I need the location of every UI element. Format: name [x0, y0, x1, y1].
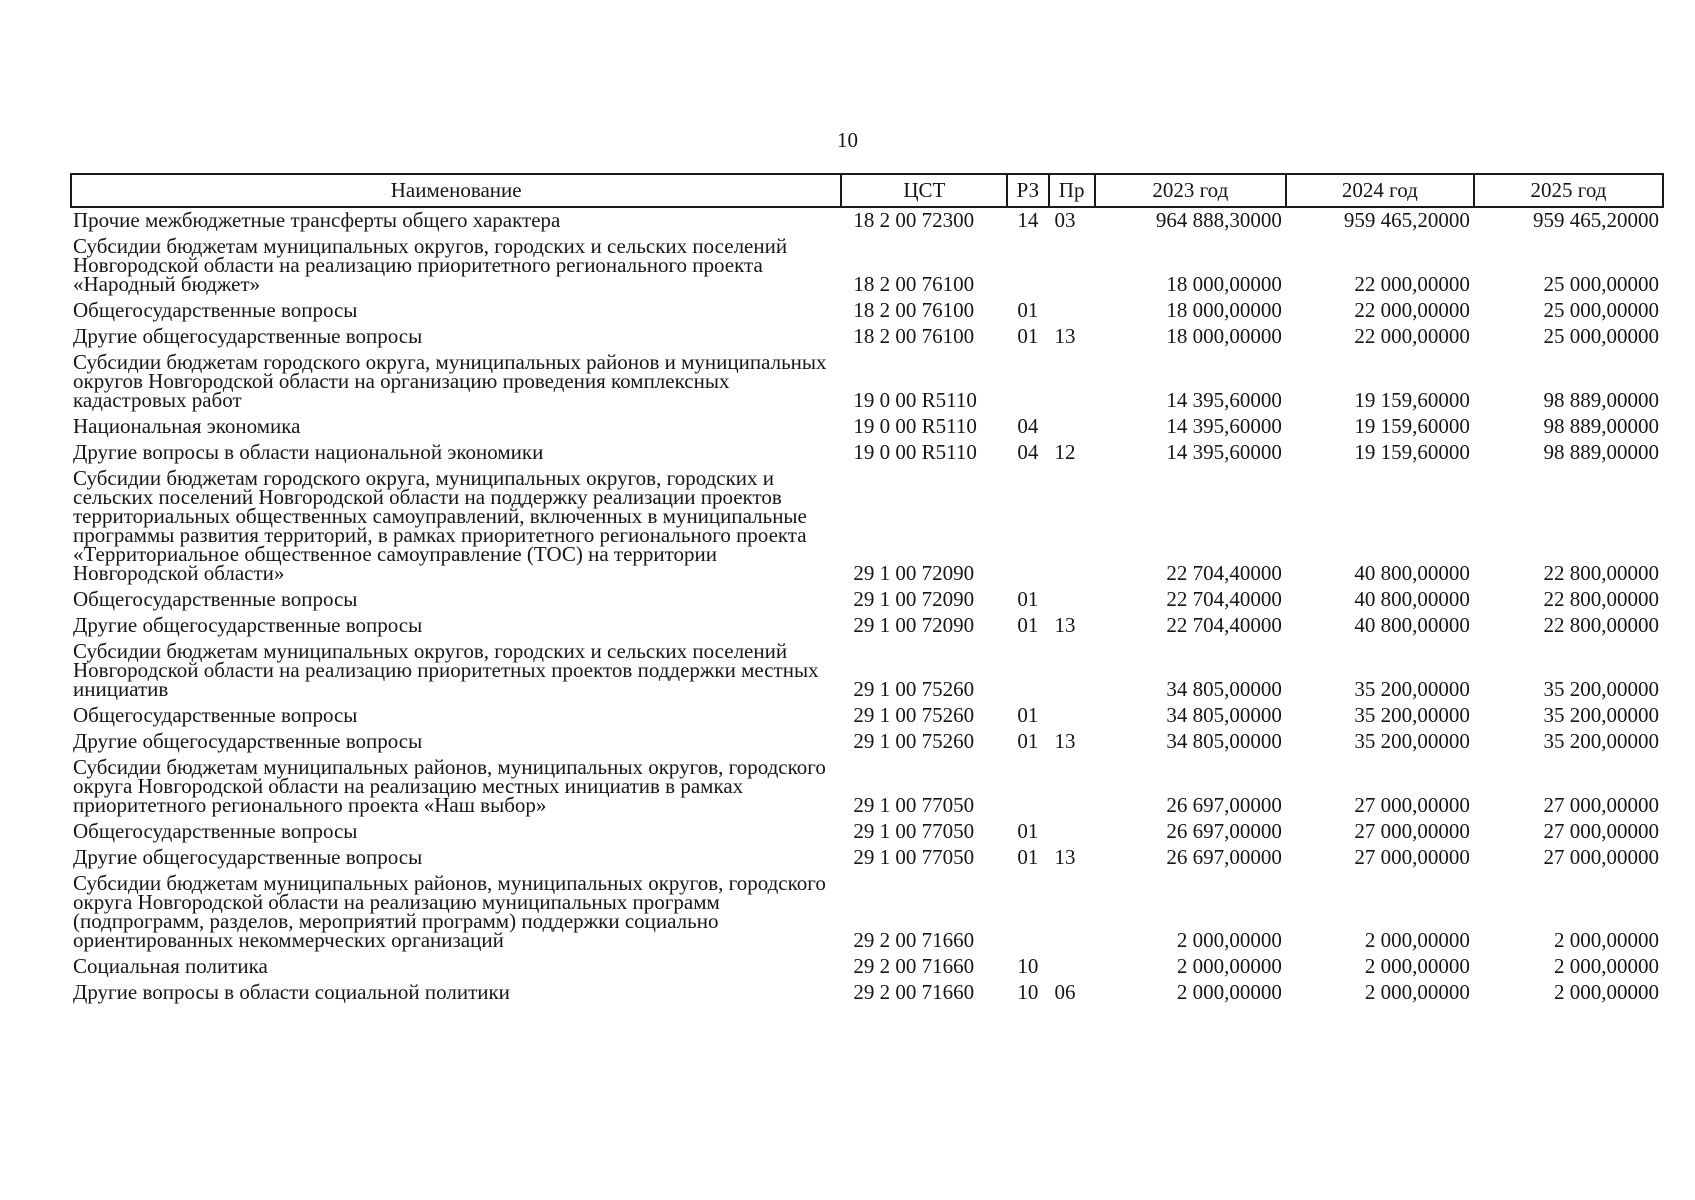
row-name: Субсидии бюджетам городского округа, муниципальных районов и муниципальных округов Новгородской области на организацию проведения комплексных кадастровых работ	[73, 350, 827, 412]
row-2023: 26 697,00000	[1166, 793, 1282, 817]
row-rz: 01	[1017, 845, 1039, 869]
row-name: Общегосударственные вопросы	[73, 587, 358, 611]
row-2023: 22 704,40000	[1166, 613, 1282, 637]
row-2025: 2 000,00000	[1554, 980, 1659, 1004]
header-2025: 2025 год	[1474, 174, 1663, 207]
header-cst: ЦСТ	[841, 174, 1007, 207]
row-cst: 19 0 00 R5110	[853, 440, 977, 464]
row-2024: 27 000,00000	[1354, 793, 1470, 817]
row-2023: 26 697,00000	[1166, 819, 1282, 843]
row-rz	[1007, 348, 1048, 412]
table-row	[71, 637, 1663, 701]
row-2023: 18 000,00000	[1166, 324, 1282, 348]
row-2025: 959 465,20000	[1533, 208, 1659, 232]
row-cst: 18 2 00 76100	[853, 298, 975, 322]
row-pr: 13	[1054, 845, 1076, 869]
row-2024: 2 000,00000	[1364, 928, 1470, 952]
row-pr	[1049, 232, 1095, 296]
row-rz: 01	[1017, 298, 1039, 322]
row-2023: 34 805,00000	[1166, 677, 1282, 701]
table-row	[71, 232, 1663, 296]
row-2024: 19 159,60000	[1354, 440, 1470, 464]
row-2025: 25 000,00000	[1543, 272, 1659, 296]
row-2023: 964 888,30000	[1155, 208, 1282, 232]
budget-table	[70, 173, 1664, 1004]
row-2025: 98 889,00000	[1543, 388, 1659, 412]
row-pr	[1049, 952, 1095, 978]
table-row	[71, 978, 1663, 1004]
row-cst: 29 1 00 75260	[853, 729, 975, 753]
row-rz: 10	[1017, 954, 1039, 978]
table-row	[71, 753, 1663, 817]
row-2024: 35 200,00000	[1354, 703, 1470, 727]
row-2025: 25 000,00000	[1543, 324, 1659, 348]
row-cst: 19 0 00 R5110	[853, 414, 977, 438]
row-2023: 14 395,60000	[1166, 388, 1282, 412]
row-pr	[1049, 296, 1095, 322]
row-2023: 14 395,60000	[1166, 440, 1282, 464]
row-2025: 98 889,00000	[1543, 414, 1659, 438]
row-rz: 01	[1017, 587, 1039, 611]
row-cst: 29 1 00 77050	[853, 793, 975, 817]
table-row	[71, 438, 1663, 464]
row-name: Субсидии бюджетам муниципальных районов, муниципальных округов, городского округа Новгородской области на реализацию местных инициатив в рамках приоритетного регионального проекта «Наш выбор»	[73, 755, 826, 817]
row-2025: 35 200,00000	[1543, 677, 1659, 701]
row-2024: 35 200,00000	[1354, 677, 1470, 701]
row-cst: 29 1 00 75260	[853, 703, 975, 727]
row-2025: 27 000,00000	[1543, 845, 1659, 869]
row-pr	[1049, 464, 1095, 585]
row-name: Социальная политика	[73, 954, 268, 978]
row-name: Другие вопросы в области социальной политики	[73, 980, 510, 1004]
table-row	[71, 952, 1663, 978]
row-pr: 03	[1054, 208, 1076, 232]
row-2023: 34 805,00000	[1166, 703, 1282, 727]
table-row	[71, 611, 1663, 637]
row-pr: 13	[1054, 613, 1076, 637]
row-cst: 18 2 00 76100	[853, 324, 975, 348]
row-2023: 26 697,00000	[1166, 845, 1282, 869]
header-pr: Пр	[1049, 174, 1095, 207]
row-pr	[1049, 701, 1095, 727]
row-cst: 18 2 00 76100	[853, 272, 975, 296]
row-2025: 22 800,00000	[1543, 587, 1659, 611]
row-rz: 01	[1017, 729, 1039, 753]
row-2023: 2 000,00000	[1176, 954, 1282, 978]
row-rz	[1007, 753, 1048, 817]
table-header	[71, 174, 1663, 207]
row-rz: 10	[1017, 980, 1039, 1004]
row-pr	[1049, 348, 1095, 412]
row-rz: 04	[1017, 440, 1039, 464]
row-name: Другие вопросы в области национальной экономики	[73, 440, 544, 464]
row-pr	[1049, 753, 1095, 817]
row-2024: 2 000,00000	[1364, 954, 1470, 978]
row-2024: 22 000,00000	[1354, 324, 1470, 348]
row-2024: 2 000,00000	[1364, 980, 1470, 1004]
header-2024: 2024 год	[1286, 174, 1474, 207]
row-cst: 29 1 00 75260	[853, 677, 975, 701]
row-2024: 27 000,00000	[1354, 819, 1470, 843]
table-body	[71, 207, 1663, 1004]
row-2023: 34 805,00000	[1166, 729, 1282, 753]
row-cst: 29 2 00 71660	[853, 928, 975, 952]
row-2025: 2 000,00000	[1554, 954, 1659, 978]
row-2025: 98 889,00000	[1543, 440, 1659, 464]
row-2025: 35 200,00000	[1543, 703, 1659, 727]
table-row	[71, 296, 1663, 322]
row-cst: 29 2 00 71660	[853, 954, 975, 978]
row-2023: 14 395,60000	[1166, 414, 1282, 438]
row-2024: 35 200,00000	[1354, 729, 1470, 753]
row-2024: 40 800,00000	[1354, 613, 1470, 637]
table-row	[71, 464, 1663, 585]
row-pr: 12	[1054, 440, 1076, 464]
header-rz: РЗ	[1007, 174, 1048, 207]
row-cst: 29 1 00 72090	[853, 561, 975, 585]
row-cst: 18 2 00 72300	[853, 208, 975, 232]
row-rz	[1007, 464, 1048, 585]
row-2023: 2 000,00000	[1176, 928, 1282, 952]
row-rz	[1007, 637, 1048, 701]
row-pr	[1049, 412, 1095, 438]
row-name: Национальная экономика	[73, 414, 301, 438]
row-2024: 19 159,60000	[1354, 414, 1470, 438]
row-pr: 13	[1054, 324, 1076, 348]
row-2024: 22 000,00000	[1354, 272, 1470, 296]
table-row	[71, 701, 1663, 727]
header-2023: 2023 год	[1095, 174, 1286, 207]
row-2025: 22 800,00000	[1543, 613, 1659, 637]
table-row	[71, 412, 1663, 438]
row-name: Другие общегосударственные вопросы	[73, 729, 423, 753]
row-2024: 40 800,00000	[1354, 561, 1470, 585]
row-2023: 2 000,00000	[1176, 980, 1282, 1004]
row-name: Другие общегосударственные вопросы	[73, 613, 423, 637]
row-name: Субсидии бюджетам муниципальных округов, городских и сельских поселений Новгородской области на реализацию приоритетного регионального проекта «Народный бюджет»	[73, 234, 788, 296]
row-2024: 959 465,20000	[1343, 208, 1470, 232]
table-row	[71, 348, 1663, 412]
row-2025: 2 000,00000	[1554, 928, 1659, 952]
table-row	[71, 843, 1663, 869]
row-cst: 29 2 00 71660	[853, 980, 975, 1004]
row-name: Общегосударственные вопросы	[73, 819, 358, 843]
row-rz: 01	[1017, 703, 1039, 727]
row-cst: 19 0 00 R5110	[853, 388, 977, 412]
row-name: Другие общегосударственные вопросы	[73, 845, 423, 869]
row-2025: 35 200,00000	[1543, 729, 1659, 753]
row-name: Субсидии бюджетам муниципальных округов, городских и сельских поселений Новгородской области на реализацию приоритетных проектов поддержки местных инициатив	[73, 639, 819, 701]
row-2023: 18 000,00000	[1166, 298, 1282, 322]
table-row	[71, 817, 1663, 843]
row-pr: 06	[1054, 980, 1076, 1004]
row-name: Прочие межбюджетные трансферты общего характера	[73, 208, 561, 232]
row-name: Субсидии бюджетам муниципальных районов, муниципальных округов, городского округа Новгородской области на реализацию муниципальных программ (подпрограмм, разделов, мероприятий программ) поддержки социально ориентированных некоммерческих организаций	[73, 871, 826, 952]
table-row	[71, 322, 1663, 348]
row-pr	[1049, 869, 1095, 952]
row-name: Субсидии бюджетам городского округа, муниципальных округов, городских и сельских поселений Новгородской области на поддержку реализации проектов территориальных общественных самоуправлений, включенных в муниципальные программы развития территорий, в рамках приоритетного регионального проекта «Территориальное общественное самоуправление (ТОС) на территории Новгородской области»	[73, 466, 807, 585]
row-2024: 19 159,60000	[1354, 388, 1470, 412]
row-2024: 40 800,00000	[1354, 587, 1470, 611]
row-name: Другие общегосударственные вопросы	[73, 324, 423, 348]
table-row	[71, 727, 1663, 753]
row-pr	[1049, 585, 1095, 611]
row-2024: 22 000,00000	[1354, 298, 1470, 322]
row-name: Общегосударственные вопросы	[73, 703, 358, 727]
row-rz	[1007, 869, 1048, 952]
row-pr	[1049, 817, 1095, 843]
table-row	[71, 207, 1663, 232]
row-2023: 18 000,00000	[1166, 272, 1282, 296]
row-2023: 22 704,40000	[1166, 587, 1282, 611]
header-name: Наименование	[71, 174, 841, 207]
row-rz: 01	[1017, 324, 1039, 348]
row-name: Общегосударственные вопросы	[73, 298, 358, 322]
row-cst: 29 1 00 72090	[853, 613, 975, 637]
row-rz	[1007, 232, 1048, 296]
row-cst: 29 1 00 77050	[853, 819, 975, 843]
row-2024: 27 000,00000	[1354, 845, 1470, 869]
row-2025: 25 000,00000	[1543, 298, 1659, 322]
row-rz: 14	[1017, 208, 1039, 232]
row-2025: 27 000,00000	[1543, 793, 1659, 817]
row-2023: 22 704,40000	[1166, 561, 1282, 585]
table-row	[71, 585, 1663, 611]
row-rz: 01	[1017, 613, 1039, 637]
table-row	[71, 869, 1663, 952]
row-rz: 01	[1017, 819, 1039, 843]
header-row	[71, 174, 1663, 207]
row-rz: 04	[1017, 414, 1039, 438]
row-cst: 29 1 00 72090	[853, 587, 975, 611]
row-cst: 29 1 00 77050	[853, 845, 975, 869]
row-2025: 27 000,00000	[1543, 819, 1659, 843]
row-pr	[1049, 637, 1095, 701]
row-pr: 13	[1054, 729, 1076, 753]
page-number: 10	[837, 128, 858, 152]
row-2025: 22 800,00000	[1543, 561, 1659, 585]
